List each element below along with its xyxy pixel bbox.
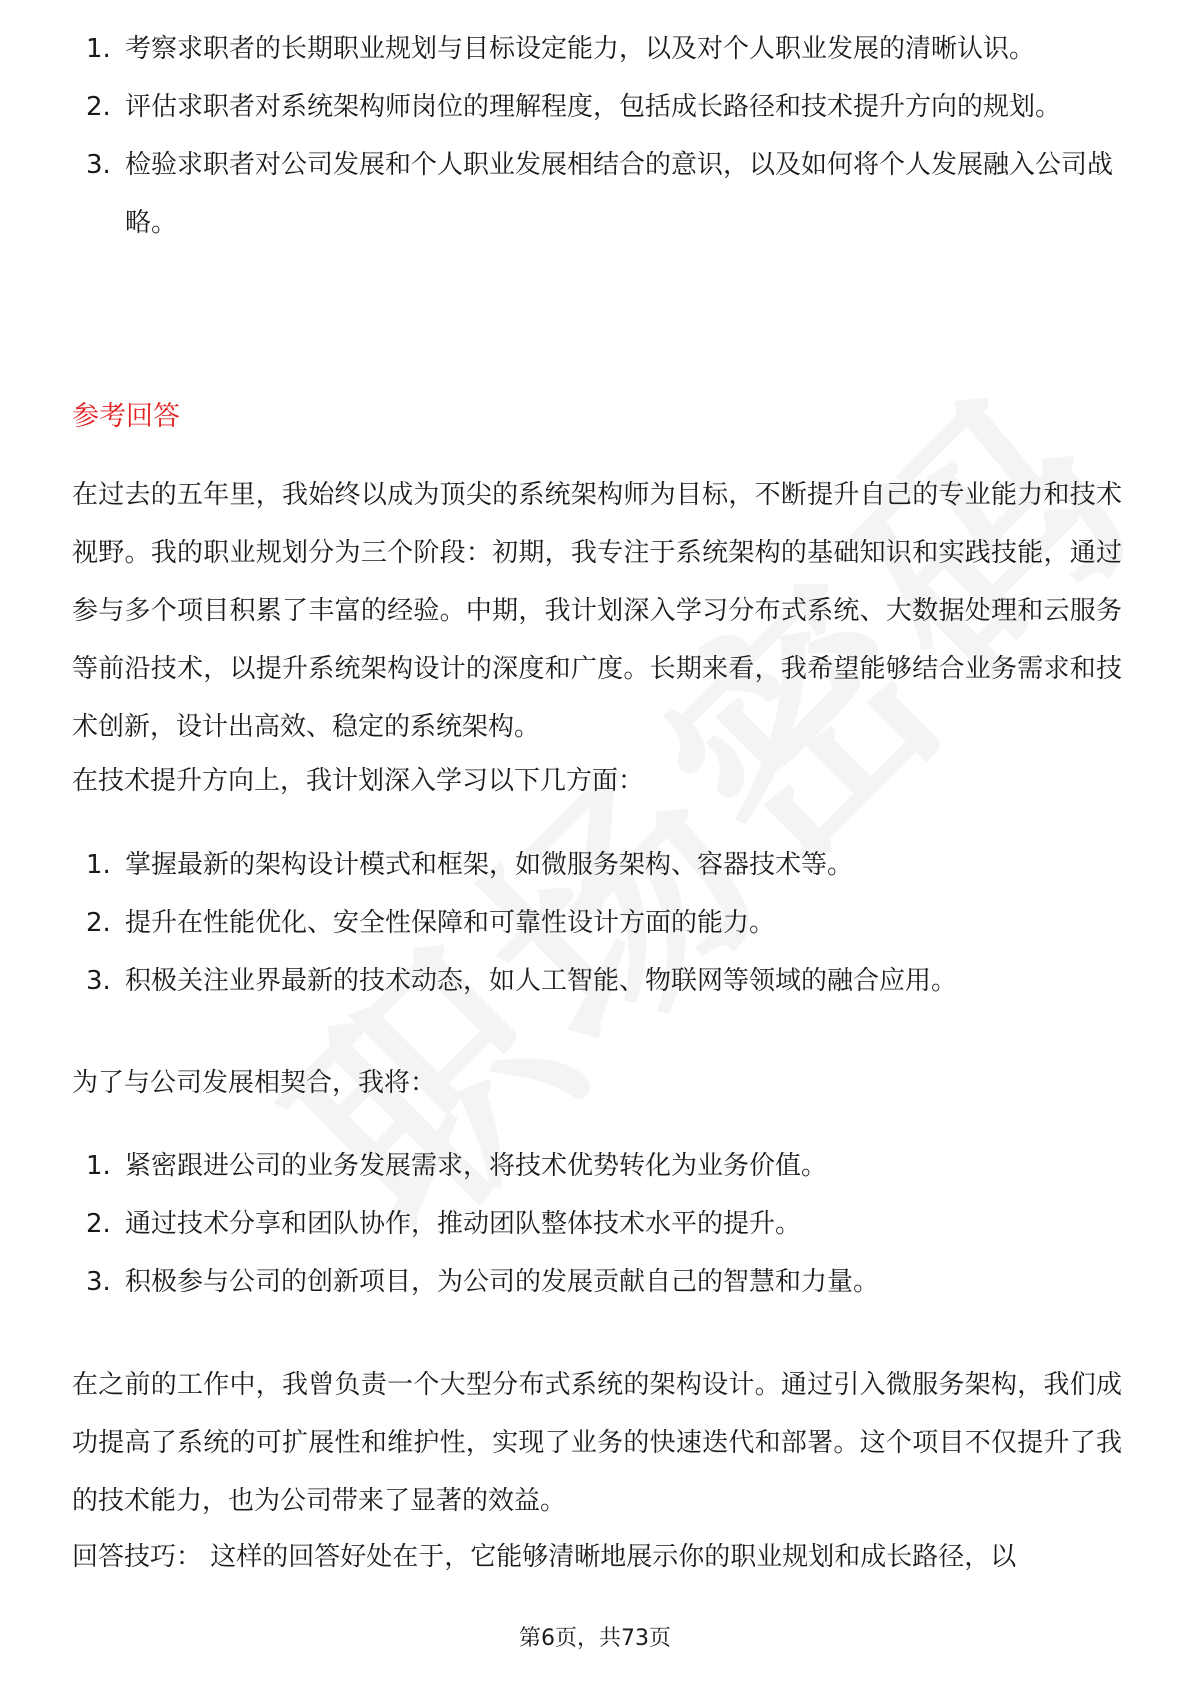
list-item <box>72 78 1122 136</box>
intro-list <box>72 24 1122 252</box>
list-item-text: 提升在性能优化、安全性保障和可靠性设计方面的能力。 <box>125 908 776 938</box>
list-number: 3. <box>86 1267 111 1297</box>
list-item <box>72 1137 879 1195</box>
list-number: 2. <box>86 908 111 938</box>
list-item <box>72 136 1122 252</box>
answer-tips-paragraph: 回答技巧： 这样的回答好处在于，它能够清晰地展示你的职业规划和成长路径，以 <box>72 1542 1017 1572</box>
list-item <box>72 952 957 1010</box>
answer-paragraph-4: 在之前的工作中，我曾负责一个大型分布式系统的架构设计。通过引入微服务架构，我们成功提高了系统的可扩展性和维护性，实现了业务的快速迭代和部署。这个项目不仅提升了我的技术能力，也为公司带来了显著的效益。 <box>72 1370 1122 1516</box>
list-item-text: 掌握最新的架构设计模式和框架，如微服务架构、容器技术等。 <box>125 850 854 880</box>
list-item-text: 考察求职者的长期职业规划与目标设定能力，以及对个人职业发展的清晰认识。 <box>125 34 1036 64</box>
list-item <box>72 1195 879 1253</box>
answer-paragraph-3: 为了与公司发展相契合，我将： <box>72 1068 437 1098</box>
list-item <box>72 894 957 952</box>
page-number-footer: 第6页，共73页 <box>519 1626 671 1651</box>
list-number: 1. <box>86 1151 111 1181</box>
list-item <box>72 836 957 894</box>
section-title: 参考回答 <box>72 401 180 432</box>
company-list <box>72 1137 879 1311</box>
list-number: 3. <box>86 966 111 996</box>
list-number: 2. <box>86 1209 111 1239</box>
list-number: 2. <box>86 92 111 122</box>
list-item <box>72 20 1122 78</box>
list-item <box>72 1253 879 1311</box>
answer-paragraph-2: 在技术提升方向上，我计划深入学习以下几方面： <box>72 766 645 796</box>
list-number: 1. <box>86 850 111 880</box>
list-item-text: 通过技术分享和团队协作，推动团队整体技术水平的提升。 <box>125 1209 802 1239</box>
list-item-text: 评估求职者对系统架构师岗位的理解程度，包括成长路径和技术提升方向的规划。 <box>125 92 1062 122</box>
list-item-text: 检验求职者对公司发展和个人职业发展相结合的意识，以及如何将个人发展融入公司战略。 <box>125 150 1114 238</box>
list-item-text: 积极参与公司的创新项目，为公司的发展贡献自己的智慧和力量。 <box>125 1267 880 1297</box>
list-item-text: 紧密跟进公司的业务发展需求，将技术优势转化为业务价值。 <box>125 1151 828 1181</box>
answer-paragraph-1: 在过去的五年里，我始终以成为顶尖的系统架构师为目标，不断提升自己的专业能力和技术视野。我的职业规划分为三个阶段：初期，我专注于系统架构的基础知识和实践技能，通过参与多个项目积累了丰富的经验。中期，我计划深入学习分布式系统、大数据处理和云服务等前沿技术，以提升系统架构设计的深度和广度。长期来看，我希望能够结合业务需求和技术创新，设计出高效、稳定的系统架构。 <box>72 480 1122 742</box>
tech-list <box>72 836 957 1010</box>
list-number: 1. <box>86 34 111 64</box>
list-item-text: 积极关注业界最新的技术动态，如人工智能、物联网等领域的融合应用。 <box>125 966 958 996</box>
list-number: 3. <box>86 150 111 180</box>
